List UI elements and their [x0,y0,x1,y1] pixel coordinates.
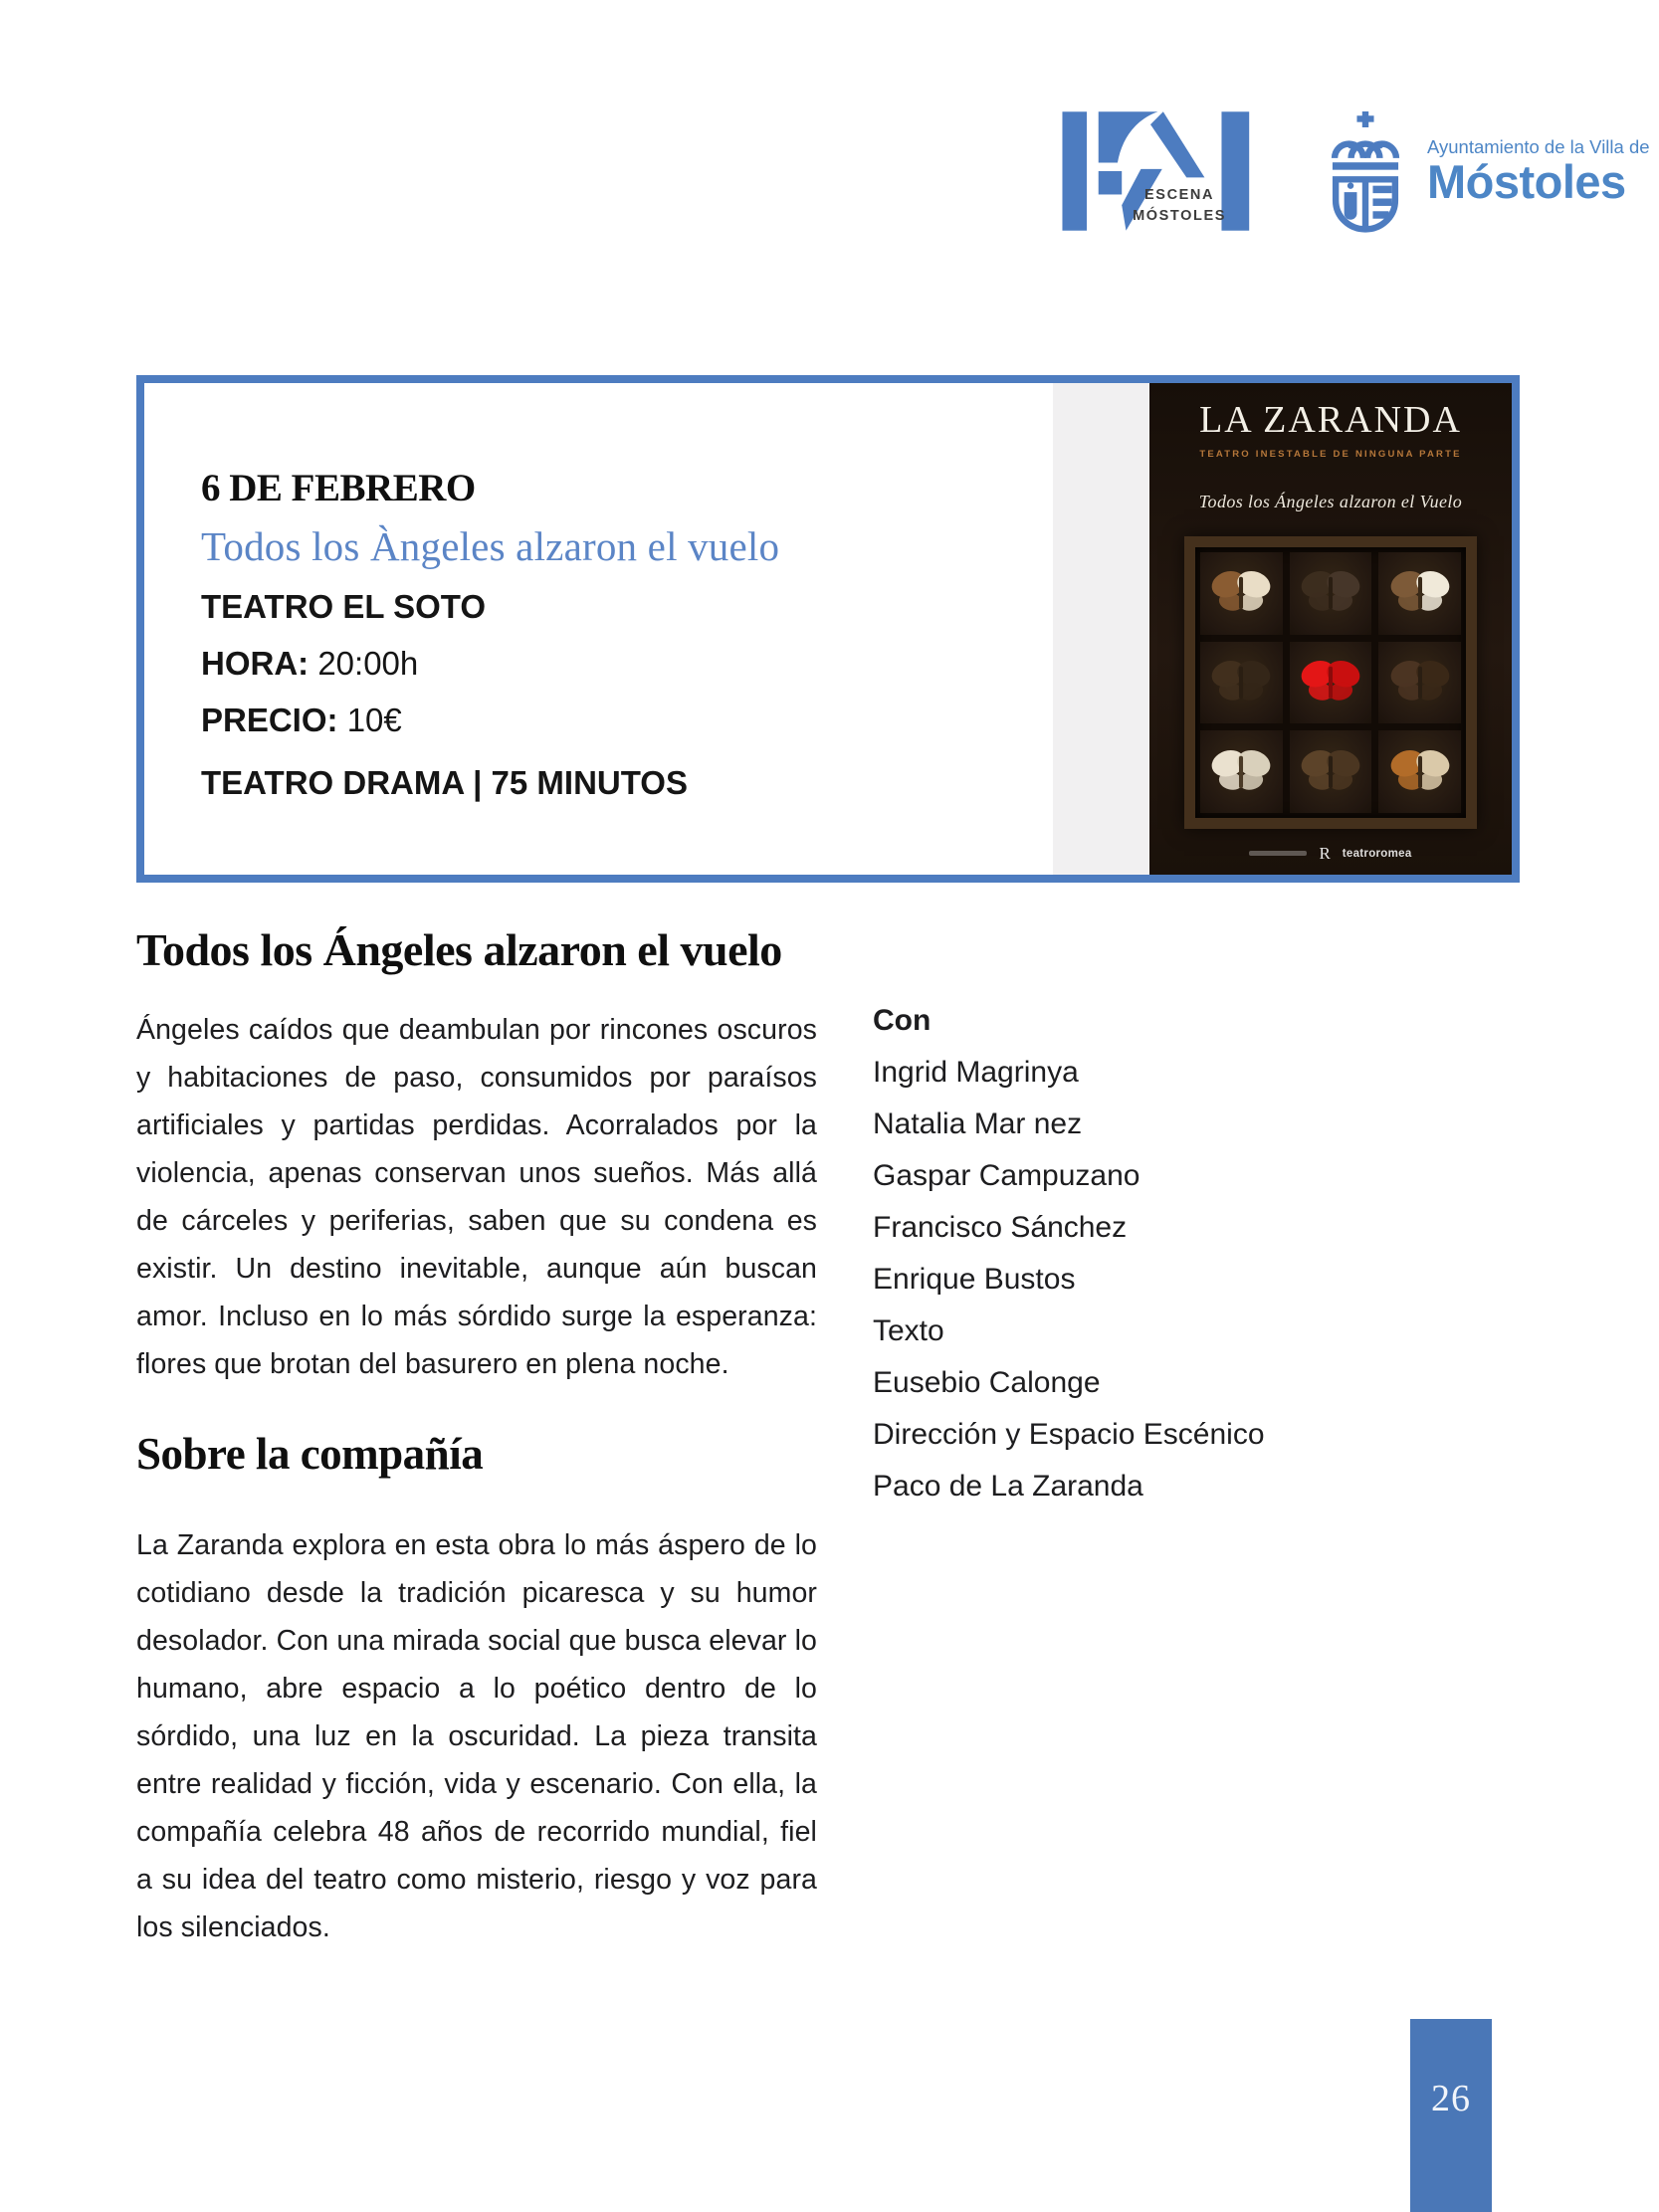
show-title-heading: Todos los Ángeles alzaron el vuelo [136,924,782,975]
em-logo-caption [1133,185,1226,227]
about-company-paragraph: La Zaranda explora en esta obra lo más áspero de lo cotidiano desde la tradición picaresca y su humor desolador. Con una mirada social que busca elevar lo humano, abre espacio a lo poético dentro de lo sórdido, una luz en la oscuridad. La pieza transita entre realidad y ficción, vida y escenario. Con ella, la compañía celebra 48 años de recorrido mundial, fiel a su idea del teatro como misterio, riesgo y voz para los silenciados. [136,1528,817,1943]
city-logo-name: Móstoles [1427,155,1626,208]
butterfly-6-icon [1378,642,1461,724]
event-venue: TEATRO EL SOTO [201,587,487,625]
event-genre-duration: TEATRO DRAMA | 75 MINUTOS [201,763,688,801]
em-caption-line1: ESCENA [1144,187,1215,203]
butterfly-2-icon [1290,552,1372,635]
butterfly-1-icon [1200,552,1283,635]
event-title: Todos los Àngeles alzaron el vuelo [201,522,780,569]
teatro-romea-logo-text: teatroromea [1342,847,1412,860]
poster-company-name: LA ZARANDA [1199,399,1462,441]
credits-label-direccion: Dirección y Espacio Escénico [873,1418,1265,1451]
escena-mostoles-logo [1053,107,1280,235]
credit-performer: Natalia Mar nez [873,1107,1083,1140]
credit-performer: Francisco Sánchez [873,1211,1128,1244]
butterfly-4-icon [1200,642,1283,724]
city-logo-tagline: Ayuntamiento de la Villa de [1427,136,1650,157]
poster-footer-logos [1149,845,1512,862]
event-price [201,703,1053,738]
ayuntamiento-mostoles-logo [1318,109,1650,241]
page-number-block [1410,2019,1492,2212]
butterfly-3-icon [1378,552,1461,635]
credit-director: Paco de La Zaranda [873,1470,1143,1503]
page-number: 26 [1431,2078,1471,2119]
city-logo-text [1427,109,1650,207]
poster-show-title: Todos los Ángeles alzaron el Vuelo [1198,492,1463,511]
price-value: 10€ [346,702,402,739]
poster-smallprint [1249,851,1307,856]
about-company-heading: Sobre la compañía [136,1428,484,1479]
show-poster [1149,383,1512,875]
synopsis-paragraph: Ángeles caídos que deambulan por rincones oscuros y habitaciones de paso, consumidos por paraísos artificiales y partidas perdidas. Acorralados por la violencia, apenas conservan unos sueños. Más allá de cárceles y periferias, saben que su condena es existir. Un destino inevitable, aunque aún buscan amor. Incluso en lo más sórdido surge la esperanza: flores que brotan del basurero en plena noche. [136,1013,817,1380]
time-label: HORA: [201,645,310,683]
credits-label-con: Con [873,1004,932,1037]
price-label: PRECIO: [201,702,338,739]
credit-performer: Enrique Bustos [873,1263,1076,1296]
credit-writer: Eusebio Calonge [873,1366,1101,1399]
butterfly-display-box [1184,536,1477,829]
poster-background-strip [1053,383,1149,875]
em-caption-line2: MÓSTOLES [1133,208,1226,224]
time-value: 20:00h [317,645,419,683]
butterfly-7-icon [1200,730,1283,813]
credit-performer: Ingrid Magrinya [873,1056,1079,1089]
butterfly-5-icon [1290,642,1372,724]
butterfly-9-icon [1378,730,1461,813]
credit-performer: Gaspar Campuzano [873,1159,1141,1192]
event-card [136,375,1520,883]
header-logos [1053,107,1650,241]
credits-label-texto: Texto [873,1314,944,1347]
event-info [144,383,1053,875]
poster-company-tagline: TEATRO INESTABLE DE NINGUNA PARTE [1199,449,1462,460]
credits-list [873,1001,1540,1518]
mostoles-crest-icon [1318,109,1413,241]
event-date: 6 DE FEBRERO [201,467,476,509]
butterfly-8-icon [1290,730,1372,813]
teatro-romea-r-icon: R [1319,844,1331,863]
event-time [201,646,1053,682]
main-content-column [136,924,817,1951]
